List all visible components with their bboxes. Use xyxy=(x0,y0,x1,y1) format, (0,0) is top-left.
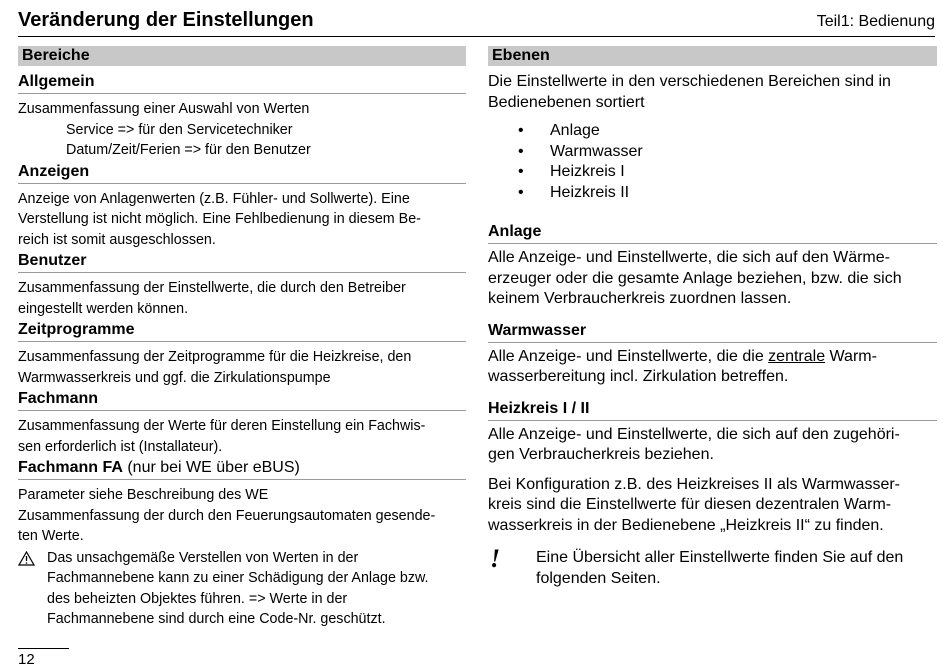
heizkreis-config-1: Bei Konfiguration z.B. des Heizkreises II als Warmwasser- xyxy=(488,475,900,493)
allgemein-text-3: Datum/Zeit/Ferien => für den Benutzer xyxy=(66,142,311,158)
allgemein-text-2: Service => für den Servicetechniker xyxy=(66,121,293,138)
benutzer-text-2: eingestellt werden können. xyxy=(18,300,189,317)
ebenen-list-item: • Anlage xyxy=(488,121,937,142)
fachmann-fa-text-3: ten Werte. xyxy=(18,528,84,544)
note-text-2: folgenden Seiten. xyxy=(536,569,661,587)
page-title: Veränderung der Einstellungen xyxy=(18,9,314,31)
exclamation-icon: ! xyxy=(490,544,501,573)
anzeigen-text-3: reich ist somit ausgeschlossen. xyxy=(18,231,216,248)
heizkreis-config-2: kreis sind die Einstellwerte für diesen dezentralen Warm- xyxy=(488,496,892,513)
warmwasser-text-1 xyxy=(488,347,937,368)
bereiche-band: Bereiche xyxy=(18,46,466,66)
anlage-text-3: keinem Verbraucherkreis zuordnen lassen. xyxy=(488,290,792,307)
zeitprogramme-heading: Zeitprogramme xyxy=(18,319,466,342)
ebenen-band: Ebenen xyxy=(488,46,937,66)
page-header xyxy=(18,6,935,37)
warning-block xyxy=(18,548,466,630)
note-block xyxy=(488,544,937,589)
fachmann-heading: Fachmann xyxy=(18,388,466,411)
warning-text-3: des beheizten Objektes führen. => Werte in der xyxy=(47,590,348,607)
heizkreis-text-1: Alle Anzeige- und Einstellwerte, die sich auf den zugehöri- xyxy=(488,425,900,443)
warmwasser-text-underlined: zentrale xyxy=(768,347,826,365)
ebenen-list-item: • Heizkreis II xyxy=(488,183,937,204)
ebenen-intro-1: Die Einstellwerte in den verschiedenen Bereichen sind in xyxy=(488,73,891,90)
fachmann-text-1: Zusammenfassung der Werte für deren Einstellung ein Fachwis- xyxy=(18,418,426,434)
zeitprogramme-text-2: Warmwasserkreis und ggf. die Zirkulationspumpe xyxy=(18,369,331,386)
allgemein-heading: Allgemein xyxy=(18,71,466,94)
part-label: Teil1: Bedienung xyxy=(816,13,935,30)
anlage-heading: Anlage xyxy=(488,221,937,244)
fachmann-fa-text-1: Parameter siehe Beschreibung des WE xyxy=(18,487,269,503)
anlage-text-2: erzeuger oder die gesamte Anlage beziehen, bzw. die sich xyxy=(488,269,902,287)
left-column xyxy=(18,46,466,630)
anlage-text-1: Alle Anzeige- und Einstellwerte, die sich auf den Wärme- xyxy=(488,249,890,266)
fachmann-fa-heading-note: (nur bei WE über eBUS) xyxy=(122,459,300,476)
zeitprogramme-text-1: Zusammenfassung der Zeitprogramme für die Heizkreise, den xyxy=(18,349,412,365)
page-number: 12 xyxy=(18,648,69,668)
warmwasser-text-1a: Alle Anzeige- und Einstellwerte, die die xyxy=(488,347,769,365)
ebenen-list-item: • Heizkreis I xyxy=(488,162,937,183)
heizkreis-heading: Heizkreis I / II xyxy=(488,398,937,421)
anzeigen-text-1: Anzeige von Anlagenwerten (z.B. Fühler- und Sollwerte). Eine xyxy=(18,190,410,207)
benutzer-text-1: Zusammenfassung der Einstellwerte, die durch den Betreiber xyxy=(18,280,406,296)
right-column xyxy=(488,46,937,589)
warning-triangle-icon xyxy=(18,551,35,566)
warning-text-1: Das unsachgemäße Verstellen von Werten in der xyxy=(47,549,359,566)
benutzer-heading: Benutzer xyxy=(18,250,466,273)
warning-text-4: Fachmannebene sind durch eine Code-Nr. geschützt. xyxy=(47,611,386,627)
warning-text-2: Fachmannebene kann zu einer Schädigung der Anlage bzw. xyxy=(47,570,429,586)
heizkreis-config-3: wasserkreis in der Bedienebene „Heizkreis II“ zu finden. xyxy=(488,516,884,534)
fachmann-fa-heading-bold: Fachmann FA xyxy=(18,459,123,476)
note-text-1: Eine Übersicht aller Einstellwerte finden Sie auf den xyxy=(536,549,904,566)
ebenen-intro-2: Bedienebenen sortiert xyxy=(488,93,645,111)
anzeigen-heading: Anzeigen xyxy=(18,161,466,184)
fachmann-fa-heading xyxy=(18,457,466,480)
ebenen-list-item: • Warmwasser xyxy=(488,142,937,163)
allgemein-text-1: Zusammenfassung einer Auswahl von Werten xyxy=(18,101,310,117)
warmwasser-text-2: wasserbereitung incl. Zirkulation betreffen. xyxy=(488,368,789,385)
warmwasser-heading: Warmwasser xyxy=(488,320,937,343)
ebenen-list xyxy=(488,121,937,203)
fachmann-text-2: sen erforderlich ist (Installateur). xyxy=(18,438,223,455)
warmwasser-text-1b: Warm- xyxy=(825,347,877,365)
heizkreis-text-2: gen Verbraucherkreis beziehen. xyxy=(488,446,714,463)
anzeigen-text-2: Verstellung ist nicht möglich. Eine Fehlbedienung in diesem Be- xyxy=(18,211,421,227)
fachmann-fa-text-2: Zusammenfassung der durch den Feuerungsautomaten gesende- xyxy=(18,507,436,524)
